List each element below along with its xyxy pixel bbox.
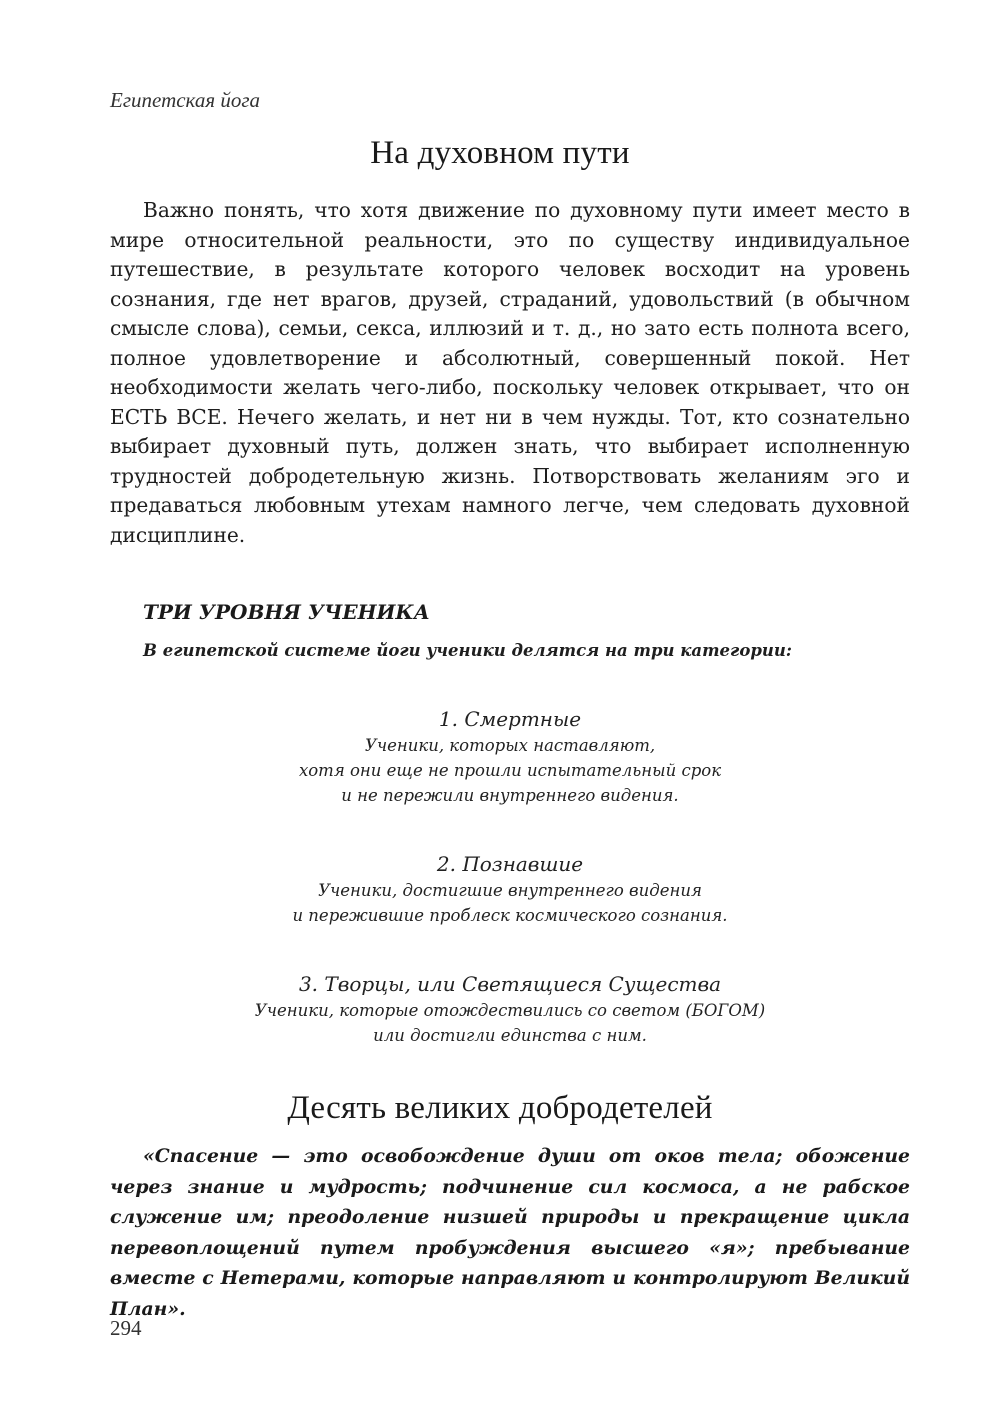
level-desc-line: или достигли единства с ним. [373, 1026, 647, 1045]
level-desc-line: хотя они еще не прошли испытательный срок [298, 761, 722, 780]
level-desc-line: и не пережили внутреннего видения. [341, 786, 679, 805]
level-title: 1. Смертные [438, 707, 582, 731]
level-title: 2. Познавшие [436, 852, 584, 876]
level-desc-line: Ученики, достигшие внутреннего видения [318, 881, 702, 900]
quote-paragraph: «Спасение — это освобождение души от оков тела; обожение через знание и мудрость; подчинение сил космоса, а не рабское служение им; преодоление низшей природы и прекращение цикла перевоплощений путем пробуждения высшего «я»; пребывание вместе с Нетерами, которые направляют и контролируют Великий План». [110, 1145, 910, 1320]
subheading-three-levels: ТРИ УРОВНЯ УЧЕНИКА [143, 600, 430, 624]
level-item-mortals [160, 705, 860, 808]
level-desc-line: Ученики, которых наставляют, [364, 736, 656, 755]
levels-intro: В египетской системе йоги ученики делятся на три категории: [143, 641, 792, 660]
level-item-knowers [160, 850, 860, 928]
section-heading-ten-virtues: Десять великих добродетелей [287, 1090, 713, 1126]
level-desc-line: Ученики, которые отождествились со светом (БОГОМ) [254, 1001, 766, 1020]
page-number: 294 [110, 1316, 142, 1340]
level-desc-line: и пережившие проблеск космического сознания. [292, 906, 728, 925]
section-heading-spiritual-path: На духовном пути [370, 135, 630, 171]
body-paragraph: Важно понять, что хотя движение по духовному пути имеет место в мире относительной реальности, это по существу индивидуальное путешествие, в результате которого человек восходит на уровень сознания, где нет врагов, друзей, страданий, удовольствий (в обычном смысле слова), семьи, секса, иллюзий и т. д., но зато есть полнота всего, полное удовлетворение и абсолютный, совершенный покой. Нет необходимости желать чего-либо, поскольку человек открывает, что он ЕСТЬ ВСЕ. Нечего желать, и нет ни в чем нужды. Тот, кто сознательно выбирает духовный путь, должен знать, что выбирает исполненную трудностей добродетельную жизнь. Потворствовать желаниям эго и предаваться любовным утехам намного легче, чем следовать духовной дисциплине. [110, 198, 910, 547]
level-title: 3. Творцы, или Светящиеся Существа [298, 972, 722, 996]
running-header: Египетская йога [110, 88, 261, 112]
level-item-creators [160, 970, 860, 1048]
